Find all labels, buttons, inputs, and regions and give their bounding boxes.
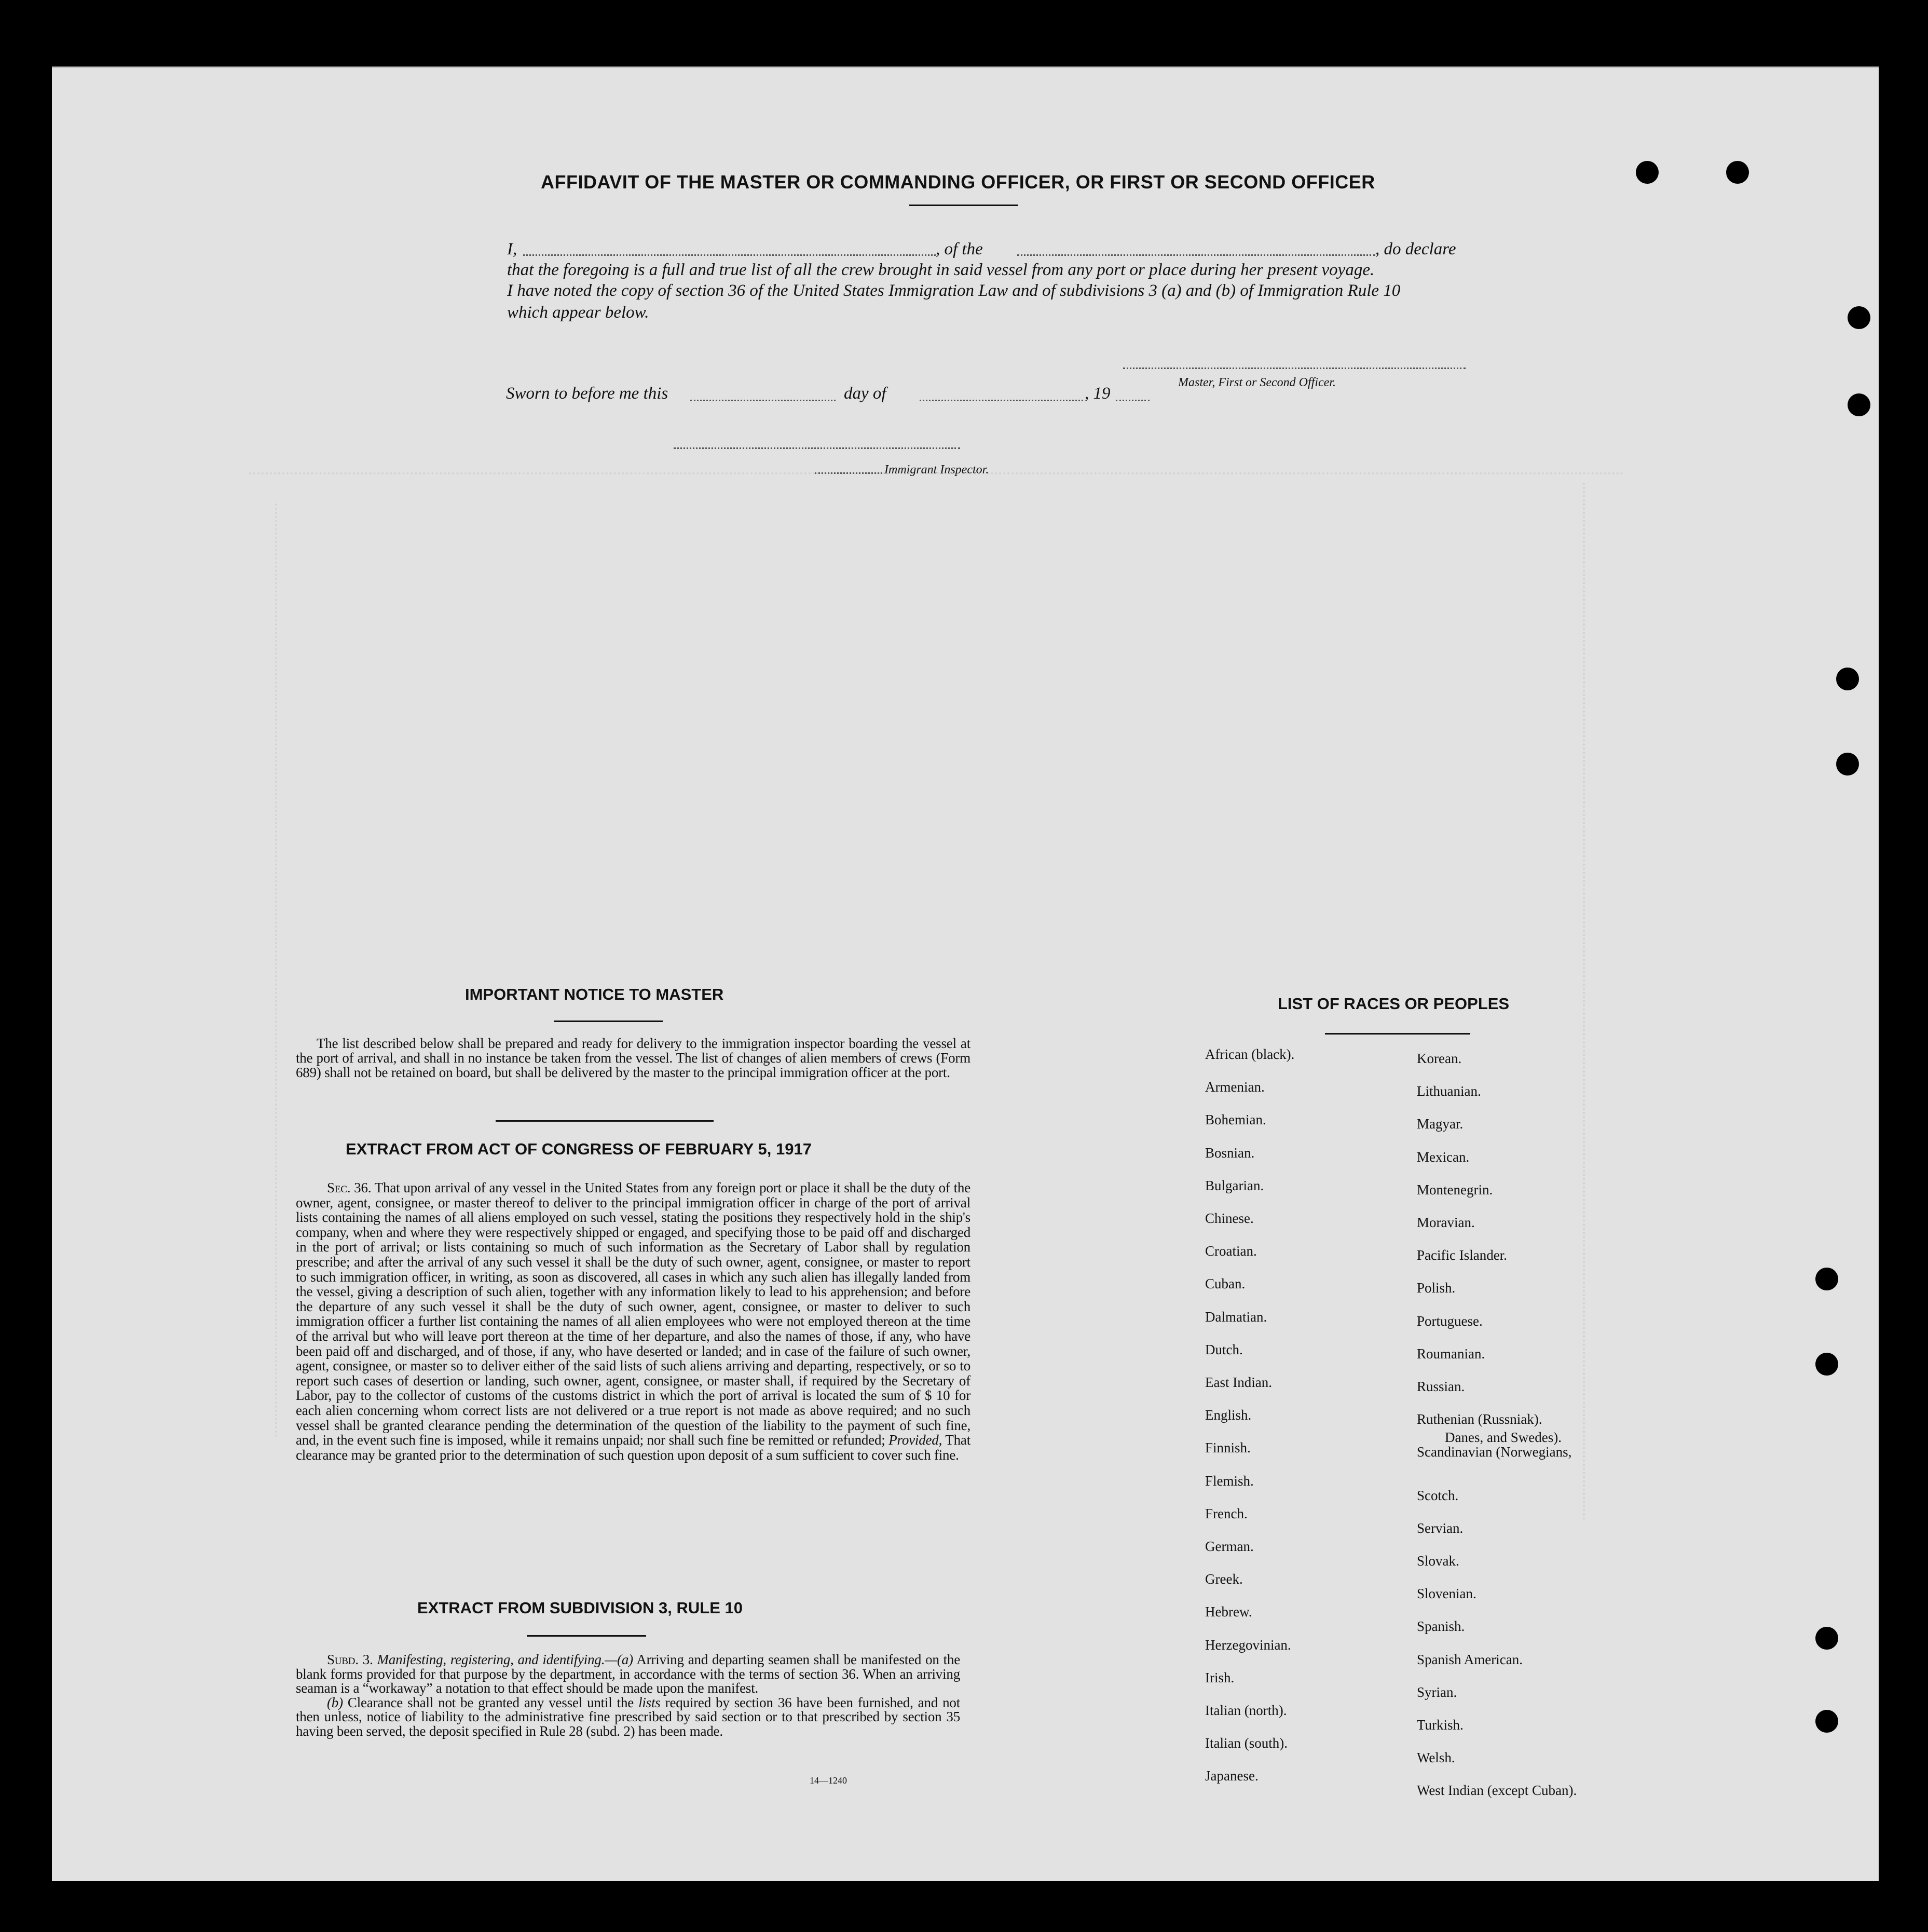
race-item: Servian.	[1417, 1520, 1464, 1536]
name-line	[523, 254, 936, 256]
race-item: Japanese.	[1205, 1768, 1259, 1784]
affidavit-line-4: which appear below.	[507, 303, 649, 322]
race-item: West Indian (except Cuban).	[1417, 1783, 1577, 1799]
notice-divider	[496, 1120, 714, 1122]
section-label: Sec. 36.	[327, 1180, 372, 1195]
punch-hole	[1815, 1268, 1838, 1290]
race-item: Mexican.	[1417, 1149, 1470, 1165]
race-item: Slovenian.	[1417, 1586, 1476, 1602]
race-item: Bulgarian.	[1205, 1177, 1264, 1193]
title-underline	[909, 205, 1018, 206]
act-extract-title: EXTRACT FROM ACT OF CONGRESS OF FEBRUARY 5, 1917	[346, 1140, 812, 1158]
bleed-through-text	[1583, 483, 1782, 1521]
notice-body: The list described below shall be prepared and ready for delivery to the immigration inspector boarding the vessel at the port of arrival, and shall in no instance be taken from the vessel. The list of changes of alien members of crews (Form 689) shall not be retained on board, but shall be delivered by the master to the principal immigration officer at the port.	[296, 1036, 970, 1080]
punch-hole	[1726, 161, 1749, 184]
race-item: Russian.	[1417, 1379, 1465, 1394]
race-item: Finnish.	[1205, 1440, 1251, 1456]
inspector-short-line	[815, 472, 882, 474]
form-number: 14—1240	[810, 1775, 847, 1786]
rule-extract-body	[296, 1653, 960, 1738]
punch-hole	[1848, 393, 1870, 416]
race-item: Chinese.	[1205, 1210, 1254, 1226]
section-text-a: That upon arrival of any vessel in the United States from any foreign port or place it shall be the duty of the owner, agent, consignee, or master thereof to deliver to the principal immigration officer in charge of the port of arrival lists containing the names of all aliens employed on such vessel, stating the positions they respectively hold in the ship's company, when and where they were respectively shipped or engaged, and specifying those to be paid off and discharged in the port of arrival; or lists containing so much of such information as the Secretary of Labor shall by regulation prescribe; and after the arrival of any such vessel it shall be the duty of such owner, agent, consignee, or master to report to such immigration officer, in writing, as soon as discovered, all cases in which any such alien has illegally landed from the vessel, giving a description of such alien, together with any information likely to lead to his apprehension; and before the departure of any such vessel it shall be the duty of such owner, agent, consignee, or master to deliver to such immigration officer a further list containing the names of all alien employees who were not employed thereon at the time of the arrival but who will leave port thereon at the time of her departure, and also the names of those, if any, who have been paid off and discharged, and of those, if any, who have deserted or landed; and in case of the failure of such owner, agent, consignee, or master so to deliver either of the said lists of such aliens arriving and departing, respectively, or so to report such cases of desertion or landing, such owner, agent, consignee, or master shall, if required by the Secretary of Labor, pay to the collector of customs of the customs district in which the port of arrival is located the sum of $ 10 for each alien concerning whom correct lists are not delivered or a true report is not made as above required; and no such vessel shall be granted clearance pending the determination of the question of the liability to the payment of such fine, and, in the event such fine is imposed, while it remains unpaid; nor shall such fine be remitted or refunded;	[296, 1180, 970, 1448]
punch-hole	[1815, 1710, 1838, 1733]
race-item: Italian (north).	[1205, 1703, 1287, 1718]
races-title: LIST OF RACES OR PEOPLES	[1278, 995, 1510, 1013]
subd-label: Subd. 3.	[327, 1652, 373, 1667]
punch-hole	[1815, 1627, 1838, 1650]
notice-title-underline	[554, 1021, 663, 1022]
affidavit-do-declare: , do declare	[1375, 240, 1456, 258]
race-item: Magyar.	[1417, 1116, 1464, 1132]
race-item: Pacific Islander.	[1417, 1247, 1507, 1263]
race-item: Spanish.	[1417, 1618, 1465, 1635]
year-line	[1116, 400, 1150, 401]
race-item: Korean.	[1417, 1051, 1462, 1066]
subd-a-text: Arriving and departing seamen shall be manifested on the blank forms provided for that purpose by the department, in accordance with the terms of section 36. When an arriving seaman is a “workaway” a notation to that effect should be made upon the manifest.	[296, 1652, 960, 1696]
race-item: Dutch.	[1205, 1341, 1243, 1357]
notice-title: IMPORTANT NOTICE TO MASTER	[465, 985, 724, 1003]
punch-hole	[1636, 161, 1659, 184]
race-item: Lithuanian.	[1417, 1083, 1481, 1099]
race-item: Syrian.	[1417, 1684, 1457, 1700]
race-item: Scandinavian (Norwegians,	[1417, 1444, 1572, 1460]
race-item: Spanish American.	[1417, 1651, 1523, 1667]
subd-b-text-2: required by section 36 have been furnished, and not then unless, notice of liability to the administrative fine prescribed by said section or to that prescribed by section 35 having been served, the deposit specified in Rule 28 (subd. 2) has been made.	[296, 1694, 960, 1739]
race-item: Greek.	[1205, 1571, 1243, 1587]
race-item: Bohemian.	[1205, 1112, 1266, 1128]
section-text-b: That clearance may be granted prior to the determination of such question upon deposit of a sum sufficient to cover such fine.	[296, 1432, 970, 1463]
lists-word: lists	[638, 1694, 661, 1710]
race-item: Ruthenian (Russniak).	[1417, 1411, 1542, 1427]
race-item: African (black).	[1205, 1046, 1295, 1062]
races-title-underline	[1325, 1033, 1470, 1035]
inspector-caption: Immigrant Inspector.	[884, 463, 989, 477]
race-item: English.	[1205, 1407, 1252, 1423]
affidavit-pronoun: I,	[507, 240, 517, 258]
rule-extract-title: EXTRACT FROM SUBDIVISION 3, RULE 10	[417, 1599, 743, 1617]
race-item: Irish.	[1205, 1669, 1235, 1685]
subd-b-text-1: Clearance shall not be granted any vessel until the	[343, 1694, 639, 1710]
sworn-day-line	[690, 400, 836, 401]
race-item: Flemish.	[1205, 1473, 1254, 1489]
punch-hole	[1815, 1353, 1838, 1376]
sworn-label: Sworn to before me this	[506, 384, 668, 403]
provided-word: Provided,	[888, 1432, 942, 1448]
race-item: Roumanian.	[1417, 1345, 1485, 1362]
race-item: Herzegovinian.	[1205, 1637, 1291, 1653]
race-item: Dalmatian.	[1205, 1309, 1267, 1325]
officer-signature-line	[1123, 368, 1466, 369]
affidavit-title: AFFIDAVIT OF THE MASTER OR COMMANDING OFFICER, OR FIRST OR SECOND OFFICER	[541, 171, 1375, 193]
race-item: Turkish.	[1417, 1717, 1464, 1733]
race-item: French.	[1205, 1505, 1248, 1521]
officer-caption: Master, First or Second Officer.	[1178, 376, 1336, 389]
punch-hole	[1836, 753, 1859, 775]
race-item: Slovak.	[1417, 1553, 1459, 1569]
race-item: Bosnian.	[1205, 1145, 1255, 1161]
race-item: Montenegrin.	[1417, 1181, 1493, 1198]
race-item: Moravian.	[1417, 1215, 1475, 1230]
affidavit-of-the: , of the	[936, 240, 983, 258]
race-item: Cuban.	[1205, 1276, 1246, 1292]
race-item: German.	[1205, 1539, 1254, 1554]
punch-hole	[1836, 668, 1859, 690]
affidavit-line-2: that the foregoing is a full and true list of all the crew brought in said vessel from any port or place during her present voyage.	[507, 261, 1375, 279]
race-item: Welsh.	[1417, 1750, 1455, 1766]
subd-b-label: (b)	[327, 1694, 343, 1710]
race-item: Portuguese.	[1417, 1313, 1483, 1329]
race-item: East Indian.	[1205, 1375, 1272, 1390]
punch-hole	[1848, 306, 1870, 329]
race-item: Armenian.	[1205, 1079, 1265, 1095]
day-of-label: day of	[844, 384, 886, 403]
race-item: Polish.	[1417, 1280, 1456, 1296]
rule-title-underline	[527, 1635, 646, 1637]
sworn-month-line	[920, 400, 1083, 401]
vessel-line	[1017, 254, 1375, 256]
subd-heading: Manifesting, registering, and identifying.—(a)	[373, 1652, 633, 1667]
race-item-scandinavian-continued: Danes, and Swedes).	[1445, 1430, 1562, 1445]
act-extract-body	[296, 1180, 970, 1462]
race-item: Hebrew.	[1205, 1604, 1252, 1620]
inspector-signature-line	[674, 447, 960, 449]
race-item: Italian (south).	[1205, 1735, 1288, 1751]
affidavit-line-3: I have noted the copy of section 36 of the United States Immigration Law and of subdivisions 3 (a) and (b) of Immigration Rule 10	[507, 281, 1401, 300]
document-page	[52, 66, 1879, 1881]
year-prefix: , 19	[1085, 384, 1111, 403]
race-item: Scotch.	[1417, 1487, 1459, 1503]
race-item: Croatian.	[1205, 1243, 1257, 1259]
